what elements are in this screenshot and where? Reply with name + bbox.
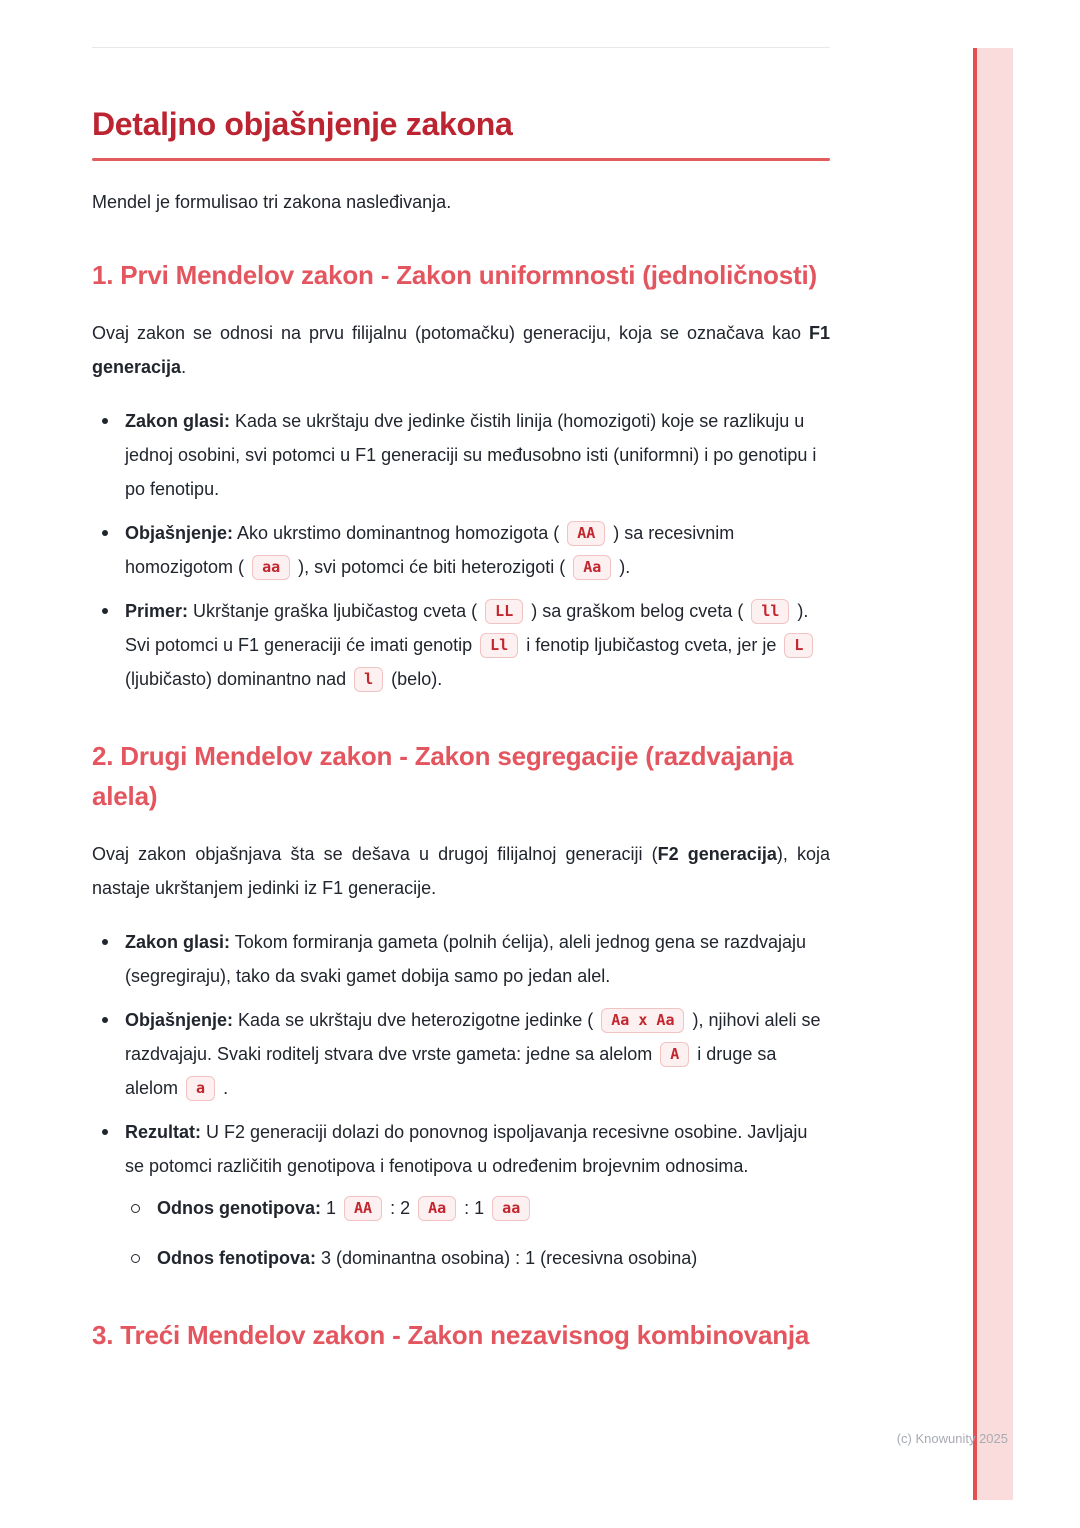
text-run: 1	[321, 1198, 342, 1218]
section-2-heading: 2. Drugi Mendelov zakon - Zakon segregacije (razdvajanja alela)	[92, 741, 794, 811]
text-run: : 1	[459, 1198, 490, 1218]
genotype-code-badge: Aa	[418, 1196, 456, 1221]
section-3-heading: 3. Treći Mendelov zakon - Zakon nezavisnog kombinovanja	[92, 1320, 810, 1350]
section-1-heading: 1. Prvi Mendelov zakon - Zakon uniformnosti (jednoličnosti)	[92, 260, 817, 290]
genotype-code-badge: Aa x Aa	[601, 1008, 684, 1033]
genotype-code-badge: ll	[751, 599, 789, 624]
sub-list-item	[125, 1241, 830, 1275]
text-run: .	[218, 1078, 229, 1098]
section-2-list	[92, 925, 830, 1275]
genotype-code-badge: Aa	[573, 555, 611, 580]
text-run: ). Svi potomci u F1 generaciji će imati genotip	[125, 601, 809, 655]
text-run: .	[181, 357, 187, 377]
bold-text: Odnos fenotipova:	[157, 1248, 316, 1268]
bold-text: Objašnjenje:	[125, 523, 234, 543]
text-run: Tokom formiranja gameta (polnih ćelija), aleli jednog gena se razdvajaju (segregiraju), tako da svaki gamet dobija samo po jedan alel.	[125, 932, 807, 986]
bold-text: Zakon glasi:	[125, 411, 231, 431]
bold-text: Odnos genotipova:	[157, 1198, 321, 1218]
genotype-code-badge: l	[354, 667, 383, 692]
text-run: ).	[614, 557, 631, 577]
text-run: Ako ukrstimo dominantnog homozigota (	[233, 523, 565, 543]
page-edge-decoration	[973, 48, 1013, 1500]
genotype-code-badge: A	[660, 1042, 689, 1067]
list-item	[92, 404, 830, 506]
bold-text: F1 generacija	[92, 323, 830, 377]
text-run: i fenotip ljubičastog cveta, jer je	[521, 635, 782, 655]
sub-list-item	[125, 1191, 830, 1225]
section-1-list	[92, 404, 830, 696]
section-2-sublist	[125, 1191, 830, 1275]
text-run: Mendel je formulisao tri zakona nasleđivanja.	[92, 192, 452, 212]
text-run: i druge sa alelom	[125, 1044, 777, 1098]
genotype-code-badge: a	[186, 1076, 215, 1101]
text-run: ), svi potomci će biti heterozigoti (	[293, 557, 571, 577]
genotype-code-badge: Ll	[480, 633, 518, 658]
bold-text: Zakon glasi:	[125, 932, 231, 952]
text-run: ), njihovi aleli se razdvajaju. Svaki roditelj stvara dve vrste gameta: jedne sa alelom	[125, 1010, 821, 1064]
genotype-code-badge: aa	[492, 1196, 530, 1221]
text-run: Ukrštanje graška ljubičastog cveta (	[188, 601, 483, 621]
document-content	[92, 48, 830, 1355]
text-run: Ovaj zakon objašnjava šta se dešava u drugoj filijalnoj generaciji (	[92, 844, 658, 864]
list-item	[92, 516, 830, 584]
section-1-lead	[92, 316, 830, 384]
title-underline	[92, 158, 830, 161]
intro-paragraph	[92, 189, 830, 215]
genotype-code-badge: L	[784, 633, 813, 658]
text-run: 3 (dominantna osobina) : 1 (recesivna osobina)	[316, 1248, 698, 1268]
section-2-lead	[92, 837, 830, 905]
bold-text: F2 generacija	[657, 844, 777, 864]
text-run: : 2	[385, 1198, 416, 1218]
bold-text: Objašnjenje:	[125, 1010, 234, 1030]
bold-text: Primer:	[125, 601, 189, 621]
list-item	[92, 925, 830, 993]
text-run: (belo).	[386, 669, 443, 689]
list-item	[92, 1003, 830, 1105]
text-run: U F2 generaciji dolazi do ponovnog ispoljavanja recesivne osobine. Javljaju se potomci različitih genotipova i fenotipova u određenim brojevnim odnosima.	[125, 1122, 808, 1176]
text-run: (ljubičasto) dominantno nad	[125, 669, 352, 689]
genotype-code-badge: AA	[567, 521, 605, 546]
list-item	[92, 1115, 830, 1275]
text-run: ) sa recesivnim homozigotom (	[125, 523, 735, 577]
page-title: Detaljno objašnjenje zakona	[92, 106, 513, 142]
text-run: Kada se ukrštaju dve jedinke čistih linija (homozigoti) koje se razlikuju u jednoj osobini, svi potomci u F1 generaciji su međusobno isti (uniformni) i po genotipu i po fenotipu.	[125, 411, 817, 499]
bold-text: Rezultat:	[125, 1122, 201, 1142]
genotype-code-badge: AA	[344, 1196, 382, 1221]
list-item-text	[125, 1122, 807, 1176]
copyright-footer: (c) Knowunity 2025	[896, 1431, 1008, 1446]
genotype-code-badge: aa	[252, 555, 290, 580]
text-run: ) sa graškom belog cveta (	[526, 601, 749, 621]
text-run: Kada se ukrštaju dve heterozigotne jedinke (	[233, 1010, 599, 1030]
list-item	[92, 594, 830, 696]
text-run: Ovaj zakon se odnosi na prvu filijalnu (potomačku) generaciju, koja se označava kao	[92, 323, 809, 343]
genotype-code-badge: LL	[485, 599, 523, 624]
text-run: ), koja nastaje ukrštanjem jedinki iz F1 generacije.	[92, 844, 830, 898]
